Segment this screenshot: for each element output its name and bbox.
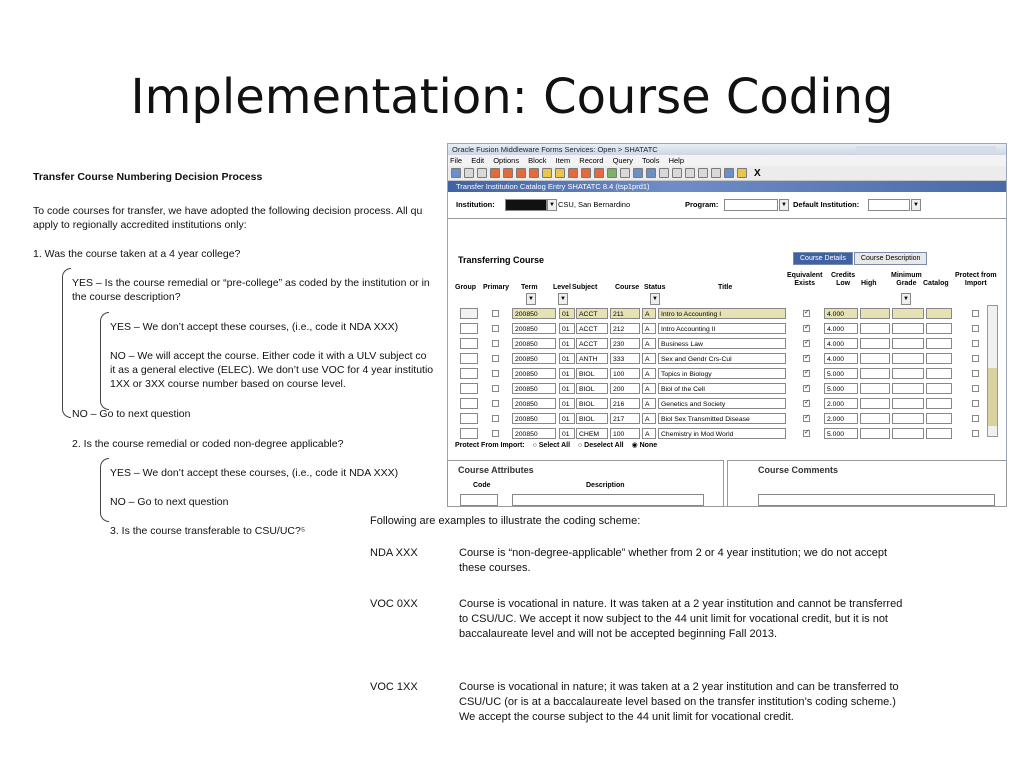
term-field[interactable]: 200850	[512, 353, 556, 364]
table-row[interactable]	[458, 367, 998, 381]
protect-checkbox[interactable]	[972, 370, 979, 377]
credits-high-field[interactable]	[860, 323, 890, 334]
menu-record[interactable]: Record	[579, 156, 604, 165]
col-header-group: Group	[455, 284, 476, 291]
level-sort-icon[interactable]: ▼	[558, 293, 568, 305]
insert-record-icon[interactable]	[568, 168, 578, 178]
col-header-term: Term	[521, 284, 538, 291]
print-icon[interactable]	[477, 168, 487, 178]
attr-description-header: Description	[586, 482, 625, 489]
doc-question-1: 1. Was the course taken at a 4 year college?	[33, 248, 241, 260]
institution-row	[448, 192, 1006, 219]
group-field[interactable]	[460, 383, 478, 394]
group-field[interactable]	[460, 398, 478, 409]
equivalent-checkbox[interactable]	[803, 430, 810, 437]
table-row[interactable]	[458, 307, 998, 321]
previous-record-icon[interactable]	[503, 168, 513, 178]
catalog-field[interactable]	[926, 323, 952, 334]
credits-low-field[interactable]: 2.000	[824, 398, 858, 409]
exit-button[interactable]: X	[754, 167, 761, 179]
col-header-protect-from-import: Protect from Import	[955, 272, 997, 287]
catalog-field[interactable]	[926, 353, 952, 364]
course-attributes-section	[447, 460, 724, 507]
online-help-icon[interactable]	[724, 168, 734, 178]
credits-low-field[interactable]: 4.000	[824, 308, 858, 319]
q1-yes-line1: YES – Is the course remedial or “pre-college” as coded by the institution or in	[72, 277, 430, 289]
minimum-grade-field[interactable]	[892, 308, 924, 319]
term-field[interactable]: 200850	[512, 398, 556, 409]
equivalent-checkbox[interactable]	[803, 340, 810, 347]
credits-low-field[interactable]: 5.000	[824, 428, 858, 439]
menu-options[interactable]: Options	[493, 156, 520, 165]
institution-name: CSU, San Bernardino	[558, 200, 631, 209]
term-field[interactable]: 200850	[512, 338, 556, 349]
protect-checkbox[interactable]	[972, 385, 979, 392]
equivalent-checkbox[interactable]	[803, 415, 810, 422]
col-header-subject: Subject	[572, 284, 598, 291]
delete-record-icon[interactable]	[581, 168, 591, 178]
credits-high-field[interactable]	[860, 368, 890, 379]
protect-checkbox[interactable]	[972, 325, 979, 332]
default-institution-field[interactable]	[868, 199, 910, 211]
deselect-all-radio[interactable]: ○ Deselect All	[577, 442, 624, 449]
minimum-grade-field[interactable]	[892, 338, 924, 349]
status-field[interactable]: A	[642, 323, 656, 334]
primary-checkbox[interactable]	[492, 340, 499, 347]
col-header-level: Level	[553, 284, 571, 291]
course-field[interactable]: 216	[610, 398, 640, 409]
grade-sort-icon[interactable]: ▼	[901, 293, 911, 305]
course-field[interactable]: 230	[610, 338, 640, 349]
credits-high-field[interactable]	[860, 413, 890, 424]
scheme-code-voc0: VOC 0XX	[370, 598, 418, 610]
col-header-primary: Primary	[483, 284, 510, 291]
subject-field[interactable]: ACCT	[576, 323, 608, 334]
q1-yes-no-line3: 1XX or 3XX course number based on course level.	[110, 378, 346, 390]
attr-description-field[interactable]	[512, 494, 704, 506]
level-field[interactable]: 01	[559, 353, 575, 364]
minimum-grade-field[interactable]	[892, 353, 924, 364]
minimum-grade-field[interactable]	[892, 413, 924, 424]
status-field[interactable]: A	[642, 308, 656, 319]
deselect-all-label: Deselect All	[584, 442, 624, 449]
status-field[interactable]: A	[642, 428, 656, 439]
equivalent-checkbox[interactable]	[803, 370, 810, 377]
col-header-minimum-grade: Minimum Grade	[891, 272, 922, 287]
menu-file[interactable]: File	[450, 156, 463, 165]
transferring-course-title: Transferring Course	[458, 255, 545, 265]
title-field[interactable]: Biol of the Cell	[658, 383, 786, 394]
primary-checkbox[interactable]	[492, 400, 499, 407]
title-field[interactable]: Business Law	[658, 338, 786, 349]
equivalent-checkbox[interactable]	[803, 310, 810, 317]
clear-record-icon[interactable]	[594, 168, 604, 178]
institution-label: Institution:	[456, 200, 495, 209]
group-field[interactable]	[460, 428, 478, 439]
catalog-field[interactable]	[926, 368, 952, 379]
form-title-bar: Transfer Institution Catalog Entry SHATATC 8.4 (tsp1prd1)	[448, 181, 1006, 192]
credits-high-field[interactable]	[860, 398, 890, 409]
default-institution-dropdown-icon[interactable]: ▼	[911, 199, 921, 211]
col-header-equivalent: Equivalent Exists	[787, 272, 823, 287]
none-label: None	[639, 442, 658, 449]
level-field[interactable]: 01	[559, 428, 575, 439]
print-form-icon[interactable]	[620, 168, 630, 178]
course-field[interactable]: 100	[610, 428, 640, 439]
title-field[interactable]: Intro Accounting II	[658, 323, 786, 334]
minimum-grade-field[interactable]	[892, 323, 924, 334]
col-header-credits-high: High	[861, 280, 877, 287]
protect-checkbox[interactable]	[972, 355, 979, 362]
options-icon[interactable]	[685, 168, 695, 178]
course-field[interactable]: 100	[610, 368, 640, 379]
course-field[interactable]: 200	[610, 383, 640, 394]
q1-yes-no-line1: NO – We will accept the course. Either code it with a ULV subject co	[110, 350, 427, 362]
group-field[interactable]	[460, 338, 478, 349]
program-field[interactable]	[724, 199, 778, 211]
subject-field[interactable]: BIOL	[576, 383, 608, 394]
col-header-credits-low: Credits Low	[831, 272, 856, 287]
col-header-status: Status	[644, 284, 666, 291]
level-field[interactable]: 01	[559, 398, 575, 409]
slide-title: Implementation: Course Coding	[130, 69, 894, 125]
title-field[interactable]: Chemistry in Mod World	[658, 428, 786, 439]
table-row[interactable]	[458, 352, 998, 366]
col-header-title: Title	[718, 284, 733, 291]
execute-query-icon[interactable]	[555, 168, 565, 178]
credits-high-field[interactable]	[860, 428, 890, 439]
bdm-icon[interactable]	[698, 168, 708, 178]
minimum-grade-field[interactable]	[892, 383, 924, 394]
level-field[interactable]: 01	[559, 323, 575, 334]
menu-query[interactable]: Query	[612, 156, 634, 165]
tab-course-details[interactable]: Course Details	[793, 252, 853, 265]
col-header-catalog: Catalog	[923, 280, 949, 287]
titlebar-blur	[856, 146, 996, 153]
default-institution-label: Default Institution:	[793, 200, 860, 209]
status-field[interactable]: A	[642, 398, 656, 409]
program-label: Program:	[685, 200, 719, 209]
course-comments-field[interactable]	[758, 494, 995, 506]
attr-code-header: Code	[473, 482, 491, 489]
course-field[interactable]: 217	[610, 413, 640, 424]
scheme-desc-voc0: Course is vocational in nature. It was taken at a 2 year institution and cannot be transferred to CSU/UC. We accept it now subject to the 44 unit limit for vocational credit, but it is not baccalaureate level and will not be accepted beginning Fall 2013.	[459, 598, 903, 640]
brace-q1	[62, 268, 71, 418]
course-field[interactable]: 333	[610, 353, 640, 364]
term-field[interactable]: 200850	[512, 413, 556, 424]
credits-low-field[interactable]: 2.000	[824, 413, 858, 424]
subject-field[interactable]: CHEM	[576, 428, 608, 439]
course-comments-title: Course Comments	[758, 465, 839, 475]
status-field[interactable]: A	[642, 368, 656, 379]
doc-intro-line1: To code courses for transfer, we have adopted the following decision process. All qu	[33, 205, 423, 217]
term-field[interactable]: 200850	[512, 383, 556, 394]
course-attributes-title: Course Attributes	[458, 465, 534, 475]
title-field[interactable]: Biol Sex Transmitted Disease	[658, 413, 786, 424]
brace-q1-yes	[100, 312, 109, 410]
subject-field[interactable]: ACCT	[576, 338, 608, 349]
title-field[interactable]: Sex and Gendr Crs-Cul	[658, 353, 786, 364]
status-field[interactable]: A	[642, 413, 656, 424]
primary-checkbox[interactable]	[492, 310, 499, 317]
table-row[interactable]	[458, 382, 998, 396]
subject-field[interactable]: BIOL	[576, 413, 608, 424]
subject-field[interactable]: BIOL	[576, 398, 608, 409]
institution-code-field[interactable]	[505, 199, 547, 211]
subject-field[interactable]: ANTH	[576, 353, 608, 364]
q2-no: NO – Go to next question	[110, 496, 229, 508]
q2-yes: YES – We don’t accept these courses, (i.e., code it NDA XXX)	[110, 467, 399, 479]
catalog-field[interactable]	[926, 428, 952, 439]
q1-yes-yes: YES – We don’t accept these courses, (i.e., code it NDA XXX)	[110, 321, 399, 333]
scheme-code-nda: NDA XXX	[370, 547, 418, 559]
protect-checkbox[interactable]	[972, 400, 979, 407]
catalog-field[interactable]	[926, 413, 952, 424]
grid-scrollbar[interactable]	[987, 305, 998, 437]
select-all-radio[interactable]: ○ Select All	[532, 442, 571, 449]
catalog-field[interactable]	[926, 308, 952, 319]
minimum-grade-field[interactable]	[892, 428, 924, 439]
credits-high-field[interactable]	[860, 308, 890, 319]
brace-q2	[100, 458, 109, 522]
scheme-desc-voc1: Course is vocational in nature; it was taken at a 2 year institution and can be transferred to CSU/UC (or is at a baccalaureate level based on the transfer institution’s coding scheme.) We accept the course subject to the 44 unit limit for vocational credit.	[459, 681, 899, 723]
level-field[interactable]: 01	[559, 308, 575, 319]
q1-yes-line2: the course description?	[72, 291, 181, 303]
term-field[interactable]: 200850	[512, 308, 556, 319]
doc-heading: Transfer Course Numbering Decision Process	[33, 171, 263, 183]
scheme-desc-nda: Course is “non-degree-applicable” whether from 2 or 4 year institution; we do not accept these courses.	[459, 547, 888, 574]
extract-icon[interactable]	[646, 168, 656, 178]
protect-checkbox[interactable]	[972, 310, 979, 317]
next-block-icon[interactable]	[529, 168, 539, 178]
institution-dropdown-icon[interactable]: ▼	[547, 199, 557, 211]
menu-item[interactable]: Item	[555, 156, 571, 165]
doc-question-2: 2. Is the course remedial or coded non-degree applicable?	[72, 438, 344, 450]
term-field[interactable]: 200850	[512, 323, 556, 334]
doc-question-3: 3. Is the course transferable to CSU/UC?⁵	[110, 525, 306, 537]
select-all-label: Select All	[538, 442, 571, 449]
title-field[interactable]: Genetics and Society	[658, 398, 786, 409]
catalog-field[interactable]	[926, 338, 952, 349]
credits-high-field[interactable]	[860, 353, 890, 364]
table-row[interactable]	[458, 397, 998, 411]
credits-low-field[interactable]: 4.000	[824, 353, 858, 364]
level-field[interactable]: 01	[559, 338, 575, 349]
credits-low-field[interactable]: 5.000	[824, 368, 858, 379]
catalog-field[interactable]	[926, 398, 952, 409]
protect-checkbox[interactable]	[972, 340, 979, 347]
equivalent-checkbox[interactable]	[803, 400, 810, 407]
primary-checkbox[interactable]	[492, 355, 499, 362]
level-field[interactable]: 01	[559, 383, 575, 394]
group-field[interactable]	[460, 413, 478, 424]
col-header-course: Course	[615, 284, 640, 291]
menu-help[interactable]: Help	[668, 156, 685, 165]
window-titlebar	[448, 144, 1006, 155]
rollback-icon[interactable]	[464, 168, 474, 178]
term-field[interactable]: 200850	[512, 368, 556, 379]
save-icon[interactable]	[451, 168, 461, 178]
table-row[interactable]	[458, 337, 998, 351]
document-icon[interactable]	[711, 168, 721, 178]
subject-field[interactable]: BIOL	[576, 368, 608, 379]
next-record-icon[interactable]	[516, 168, 526, 178]
status-field[interactable]: A	[642, 353, 656, 364]
credits-low-field[interactable]: 5.000	[824, 383, 858, 394]
primary-checkbox[interactable]	[492, 325, 499, 332]
credits-low-field[interactable]: 4.000	[824, 323, 858, 334]
term-field[interactable]: 200850	[512, 428, 556, 439]
table-row[interactable]	[458, 322, 998, 336]
credits-high-field[interactable]	[860, 338, 890, 349]
previous-block-icon[interactable]	[490, 168, 500, 178]
menu-edit[interactable]: Edit	[471, 156, 485, 165]
scheme-code-voc1: VOC 1XX	[370, 681, 418, 693]
protect-checkbox[interactable]	[972, 415, 979, 422]
menu-block[interactable]: Block	[528, 156, 547, 165]
enter-query-icon[interactable]	[542, 168, 552, 178]
status-field[interactable]: A	[642, 383, 656, 394]
attr-code-field[interactable]	[460, 494, 498, 506]
program-dropdown-icon[interactable]: ▼	[779, 199, 789, 211]
term-sort-icon[interactable]: ▼	[526, 293, 536, 305]
status-field[interactable]: A	[642, 338, 656, 349]
export-icon[interactable]	[659, 168, 669, 178]
group-field[interactable]	[460, 308, 478, 319]
status-sort-icon[interactable]: ▼	[650, 293, 660, 305]
minimum-grade-field[interactable]	[892, 368, 924, 379]
primary-checkbox[interactable]	[492, 430, 499, 437]
table-row[interactable]	[458, 427, 998, 441]
equivalent-checkbox[interactable]	[803, 385, 810, 392]
primary-checkbox[interactable]	[492, 370, 499, 377]
equivalent-checkbox[interactable]	[803, 325, 810, 332]
course-field[interactable]: 212	[610, 323, 640, 334]
none-radio[interactable]: ◉ None	[631, 442, 658, 449]
item-properties-icon[interactable]	[633, 168, 643, 178]
toolbar	[448, 166, 1006, 181]
subject-field[interactable]: ACCT	[576, 308, 608, 319]
detail-tabs	[793, 252, 928, 265]
q1-yes-no-line2: it as a general elective (ELEC). We don’t use VOC for 4 year institutio	[110, 364, 434, 376]
menu-tools[interactable]: Tools	[641, 156, 660, 165]
protect-from-import-row	[455, 441, 657, 449]
group-field[interactable]	[460, 368, 478, 379]
decision-process-document	[0, 0, 450, 768]
scheme-intro: Following are examples to illustrate the coding scheme:	[370, 515, 641, 527]
title-field[interactable]: Topics in Biology	[658, 368, 786, 379]
q1-no: NO – Go to next question	[72, 408, 191, 420]
transferring-course-panel	[455, 250, 1000, 452]
menu-bar	[448, 155, 1006, 166]
title-field[interactable]: Intro to Accounting I	[658, 308, 786, 319]
workflow-icon[interactable]	[672, 168, 682, 178]
tab-course-description[interactable]: Course Description	[854, 252, 928, 265]
credits-low-field[interactable]: 4.000	[824, 338, 858, 349]
scrollbar-thumb[interactable]	[988, 368, 997, 426]
window-title: Oracle Fusion Middleware Forms Services: Open > SHATATC	[452, 145, 658, 154]
credits-high-field[interactable]	[860, 383, 890, 394]
group-field[interactable]	[460, 353, 478, 364]
primary-checkbox[interactable]	[492, 385, 499, 392]
protect-from-import-label: Protect From Import:	[455, 442, 525, 449]
primary-checkbox[interactable]	[492, 415, 499, 422]
minimum-grade-field[interactable]	[892, 398, 924, 409]
table-row[interactable]	[458, 412, 998, 426]
catalog-field[interactable]	[926, 383, 952, 394]
level-field[interactable]: 01	[559, 368, 575, 379]
info-icon[interactable]	[737, 168, 747, 178]
protect-checkbox[interactable]	[972, 430, 979, 437]
doc-intro-line2: apply to regionally accredited institutions only:	[33, 219, 247, 231]
level-field[interactable]: 01	[559, 413, 575, 424]
course-field[interactable]: 211	[610, 308, 640, 319]
attachment-icon[interactable]	[607, 168, 617, 178]
equivalent-checkbox[interactable]	[803, 355, 810, 362]
group-field[interactable]	[460, 323, 478, 334]
course-comments-section	[727, 460, 1007, 507]
